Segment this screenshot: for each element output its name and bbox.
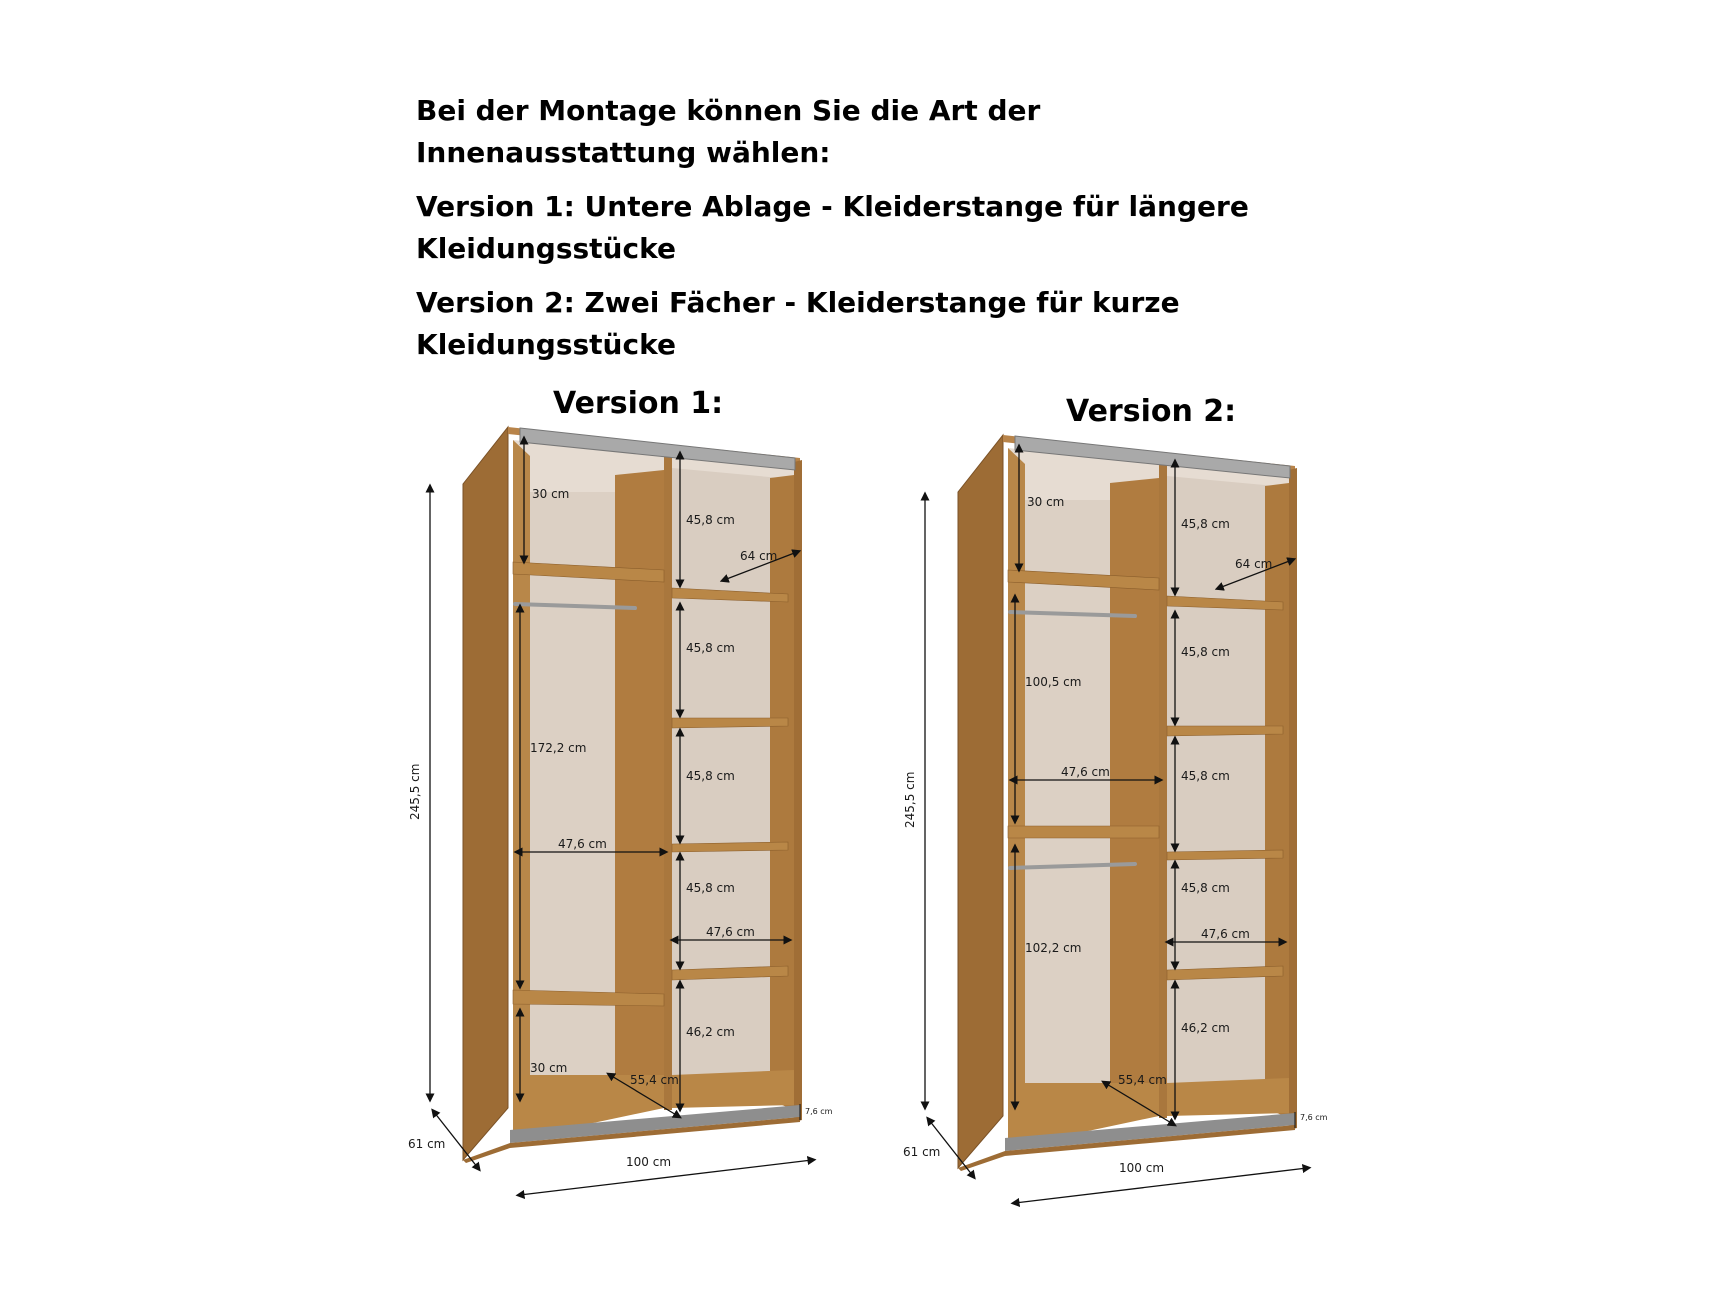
wardrobe-version2 [495, 8, 1395, 1295]
upper-compartment-label: 100,5 cm [1025, 675, 1082, 689]
right-bottom-label: 46,2 cm [1181, 1021, 1230, 1035]
shelf-depth-label: 64 cm [740, 549, 778, 563]
inner-width-right-label: 47,6 cm [706, 925, 755, 939]
version1-title: Version 1: [553, 386, 724, 421]
right-compartment-2-label: 45,8 cm [1181, 645, 1230, 659]
inner-depth-label: 55,4 cm [1118, 1073, 1167, 1087]
inner-width-left-label: 47,6 cm [558, 837, 607, 851]
inner-width-left-label: 47,6 cm [1061, 765, 1110, 779]
version1-description: Version 1: Untere Ablage - Kleiderstange für längere Kleidungsstücke [416, 190, 1249, 265]
shelf [1008, 826, 1159, 838]
right-compartment-2-label: 45,8 cm [686, 641, 735, 655]
right-compartment-1-label: 45,8 cm [1181, 517, 1230, 531]
depth-label: 61 cm [408, 1137, 446, 1151]
hanging-label: 172,2 cm [530, 741, 587, 755]
right-compartment-3-label: 45,8 cm [686, 769, 735, 783]
plinth-label: 7,6 cm [1300, 1113, 1328, 1122]
width-label: 100 cm [1119, 1161, 1165, 1175]
right-compartment-1-label: 45,8 cm [686, 513, 735, 527]
version2-description: Version 2: Zwei Fächer - Kleiderstange für kurze Kleidungsstücke [416, 286, 1180, 361]
center-divider [1159, 458, 1167, 1118]
inner-width-right-label: 47,6 cm [1201, 927, 1250, 941]
version2-title: Version 2: [1066, 394, 1237, 429]
right-compartment-4-label: 45,8 cm [1181, 881, 1230, 895]
height-label: 245,5 cm [903, 771, 917, 828]
bottom-left-label: 30 cm [530, 1061, 568, 1075]
plinth-label: 7,6 cm [805, 1107, 833, 1116]
depth-label: 61 cm [903, 1145, 941, 1159]
right-compartment-3-label: 45,8 cm [1181, 769, 1230, 783]
top-left-label: 30 cm [1027, 495, 1065, 509]
inner-depth-label: 55,4 cm [630, 1073, 679, 1087]
right-compartment-4-label: 45,8 cm [686, 881, 735, 895]
top-left-label: 30 cm [532, 487, 570, 501]
intro-heading: Bei der Montage können Sie die Art der Innenausstattung wählen: [416, 94, 1041, 169]
right-side-panel [1289, 468, 1297, 1130]
lower-compartment-label: 102,2 cm [1025, 941, 1082, 955]
shelf-depth-label: 64 cm [1235, 557, 1273, 571]
side-panel [958, 435, 1003, 1168]
shelf [1167, 850, 1283, 860]
width-label: 100 cm [626, 1155, 672, 1169]
right-bottom-label: 46,2 cm [686, 1025, 735, 1039]
shelf [1167, 726, 1283, 736]
height-label: 245,5 cm [408, 763, 422, 820]
